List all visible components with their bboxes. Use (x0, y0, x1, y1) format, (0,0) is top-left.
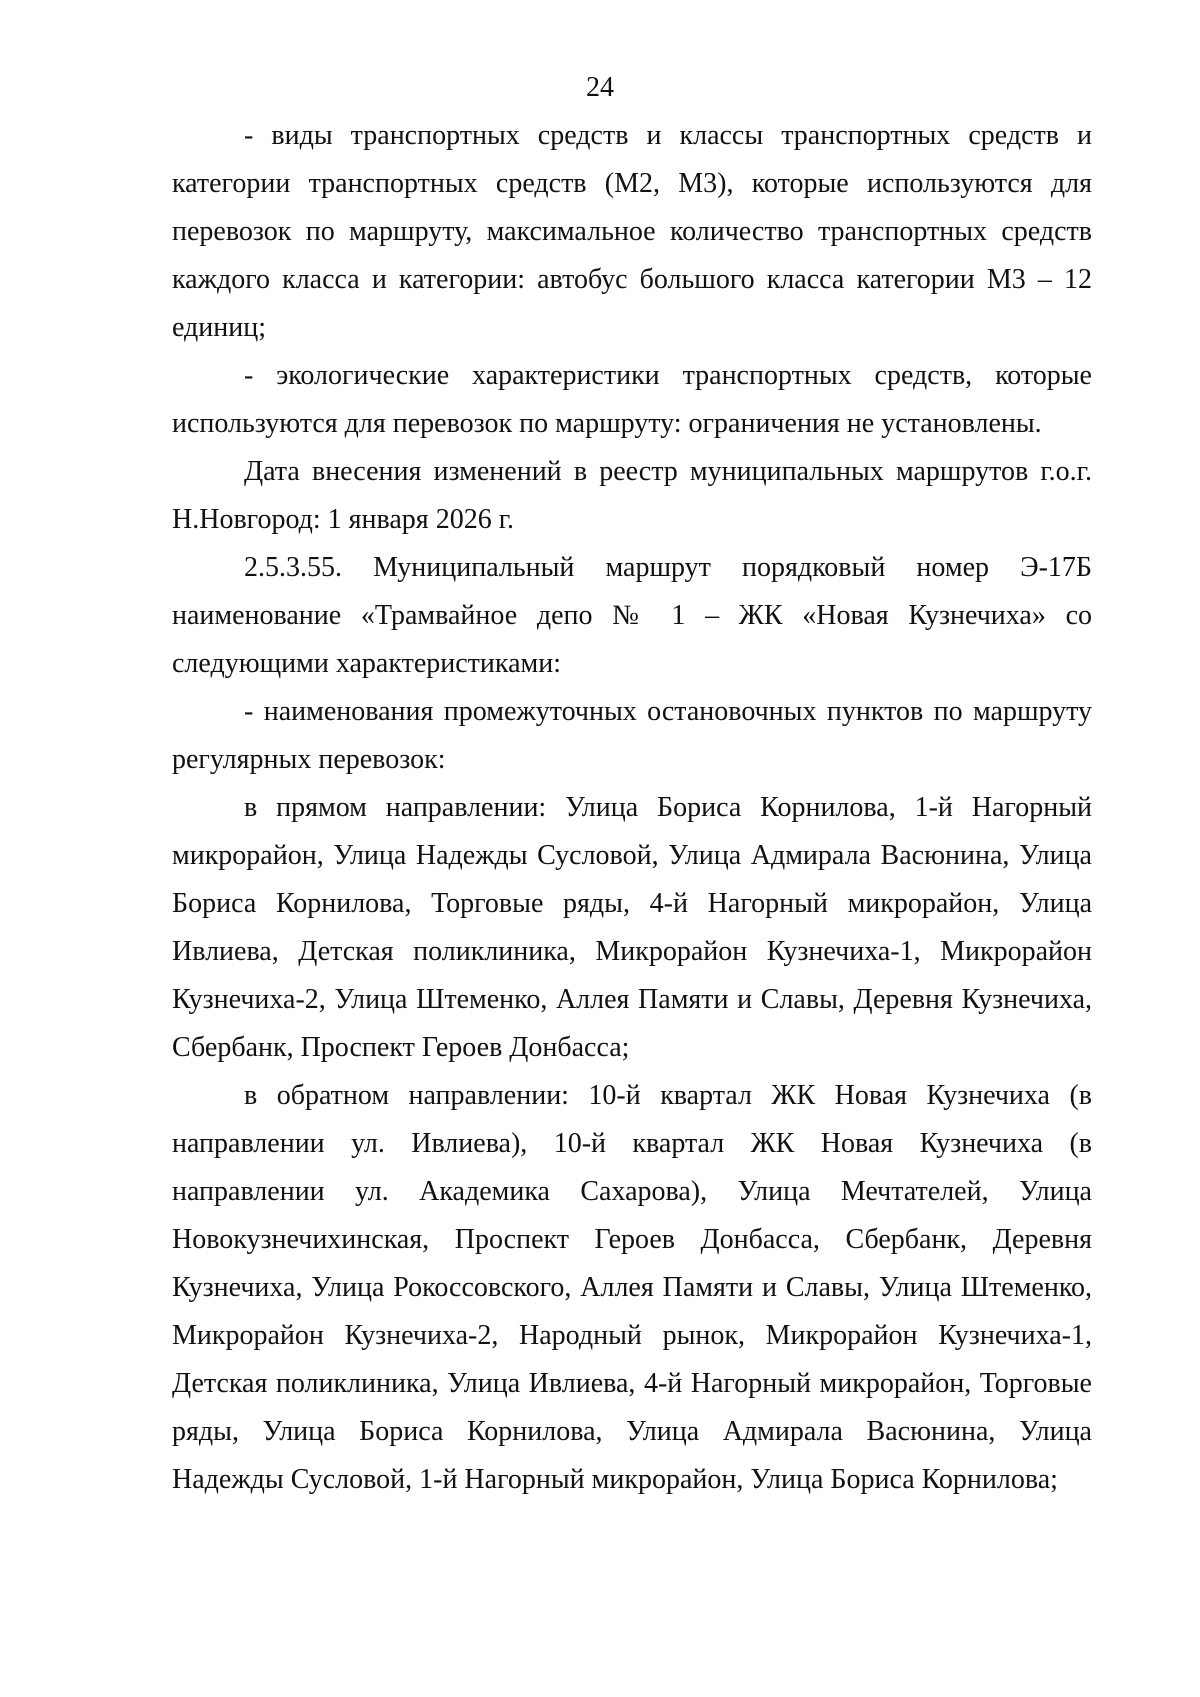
paragraph-intermediate-stops-heading: - наименования промежуточных остановочных пунктов по маршруту регулярных перевозок: (172, 696, 1092, 775)
paragraph-route-header: 2.5.3.55. Муниципальный маршрут порядковый номер Э-17Б наименование «Трамвайное депо № 1 – ЖК «Новая Кузнечиха» со следующими характеристиками: (172, 552, 1092, 679)
page-number: 24 (586, 72, 614, 103)
paragraph-registry-change-date: Дата внесения изменений в реестр муниципальных маршрутов г.о.г. Н.Новгород: 1 января 2026 г. (172, 456, 1092, 535)
paragraph-vehicle-types: - виды транспортных средств и классы транспортных средств и категории транспортных средств (М2, М3), которые используются для перевозок по маршруту, максимальное количество транспортных средств каждого класса и категории: автобус большого класса категории М3 – 12 единиц; (172, 120, 1092, 343)
paragraph-reverse-direction: в обратном направлении: 10-й квартал ЖК Новая Кузнечиха (в направлении ул. Ивлиева), 10-й квартал ЖК Новая Кузнечиха (в направлении ул. Академика Сахарова), Улица Мечтателей, Улица Новокузнечихинская, Проспект Героев Донбасса, Сбербанк, Деревня Кузнечиха, Улица Рокоссовского, Аллея Памяти и Славы, Улица Штеменко, Микрорайон Кузнечиха-2, Народный рынок, Микрорайон Кузнечиха-1, Детская поликлиника, Улица Ивлиева, 4-й Нагорный микрорайон, Торговые ряды, Улица Бориса Корнилова, Улица Адмирала Васюнина, Улица Надежды Сусловой, 1-й Нагорный микрорайон, Улица Бориса Корнилова; (172, 1080, 1092, 1495)
paragraph-forward-direction: в прямом направлении: Улица Бориса Корнилова, 1-й Нагорный микрорайон, Улица Надежды Сусловой, Улица Адмирала Васюнина, Улица Бориса Корнилова, Торговые ряды, 4-й Нагорный микрорайон, Улица Ивлиева, Детская поликлиника, Микрорайон Кузнечиха-1, Микрорайон Кузнечиха-2, Улица Штеменко, Аллея Памяти и Славы, Деревня Кузнечиха, Сбербанк, Проспект Героев Донбасса; (172, 792, 1092, 1063)
document-body (172, 112, 1092, 1504)
paragraph-ecological-characteristics: - экологические характеристики транспортных средств, которые используются для перевозок по маршруту: ограничения не установлены. (172, 360, 1092, 439)
